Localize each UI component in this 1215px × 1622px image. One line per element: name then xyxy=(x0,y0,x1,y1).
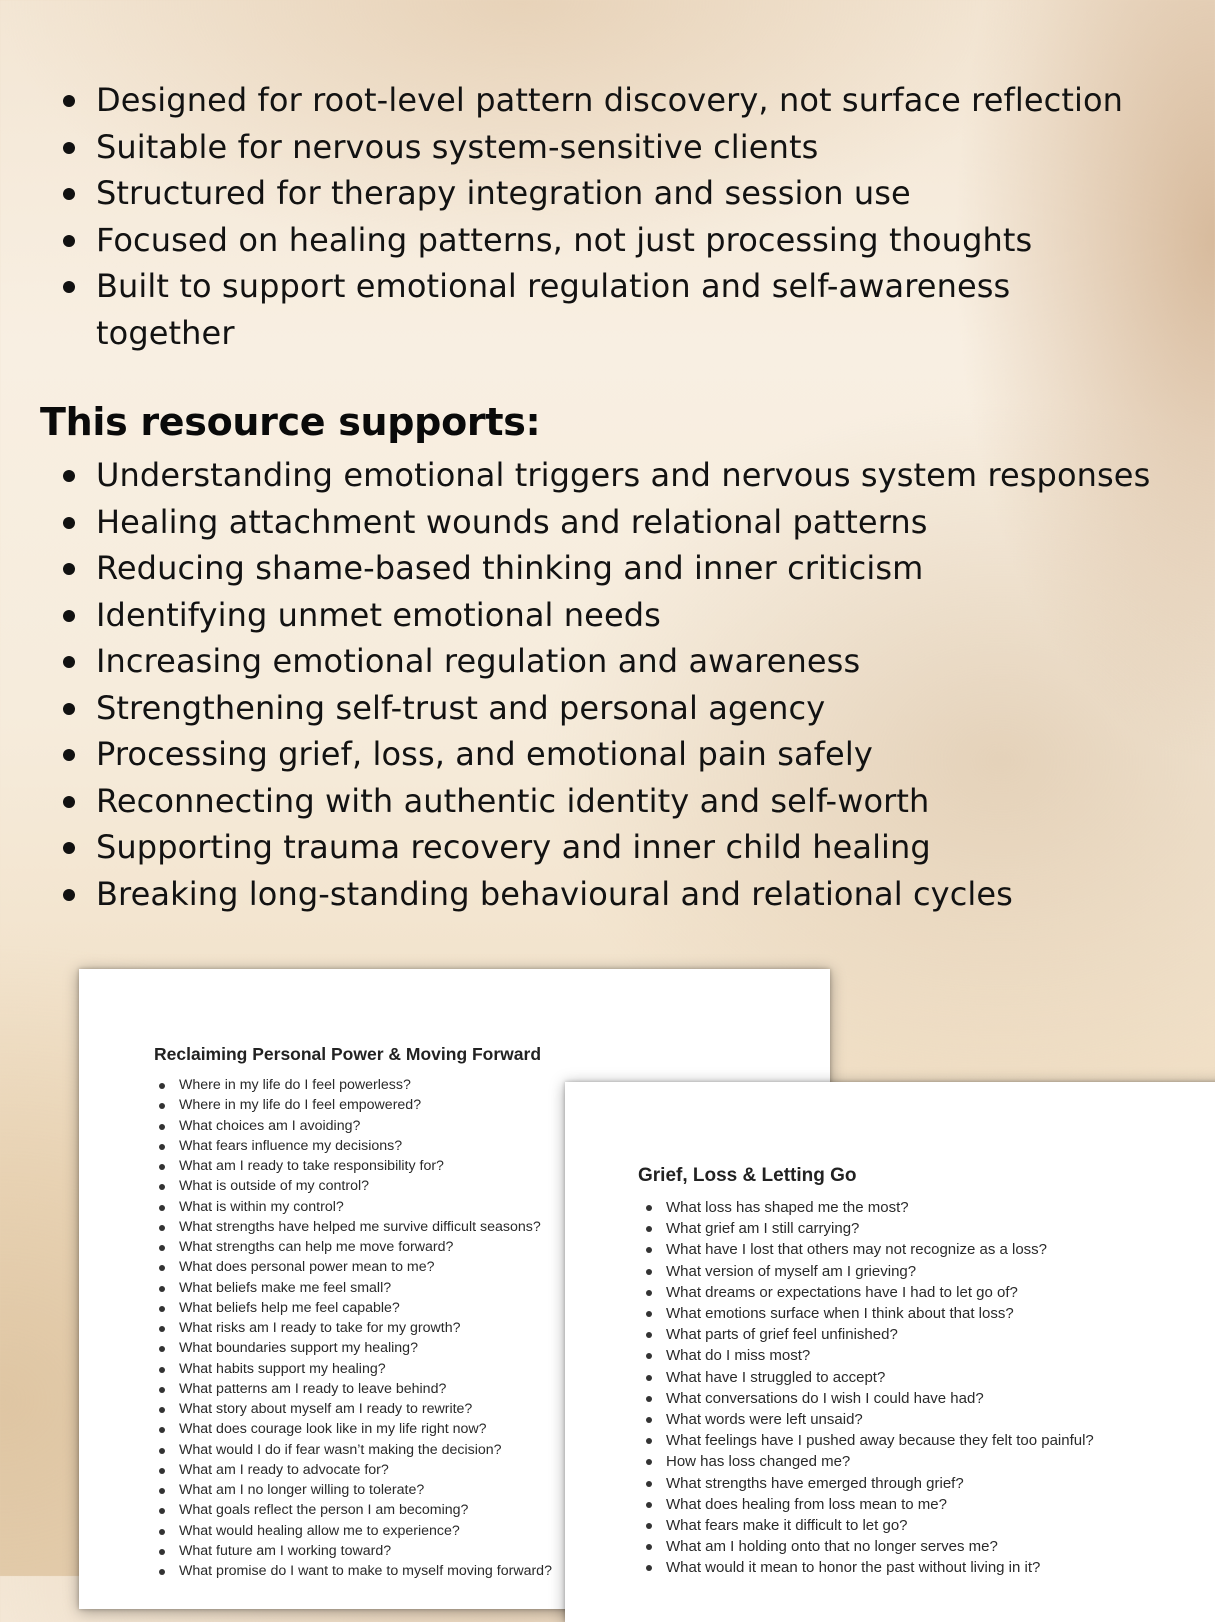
question-item xyxy=(159,1419,552,1439)
bullet-icon xyxy=(63,842,75,854)
bullet-icon xyxy=(159,1427,165,1433)
bullet-icon xyxy=(63,749,75,761)
bullet-icon xyxy=(159,1529,165,1535)
question-text: What emotions surface when I think about that loss? xyxy=(666,1305,1014,1323)
bullet-icon xyxy=(646,1205,652,1211)
question-item xyxy=(159,1500,552,1520)
question-text: What does personal power mean to me? xyxy=(179,1259,435,1276)
bullet-icon xyxy=(646,1247,652,1253)
bullet-icon xyxy=(646,1565,652,1571)
supports-text: Understanding emotional triggers and nervous system responses xyxy=(96,456,1151,494)
feature-item xyxy=(0,124,1215,171)
supports-item xyxy=(0,545,1215,592)
question-text: What does healing from loss mean to me? xyxy=(666,1495,947,1513)
supports-item xyxy=(0,824,1215,871)
feature-item xyxy=(0,170,1215,217)
supports-text: Healing attachment wounds and relational patterns xyxy=(96,502,928,541)
bullet-icon xyxy=(63,796,75,808)
question-item xyxy=(646,1430,1094,1451)
question-item xyxy=(159,1278,552,1298)
bullet-icon xyxy=(159,1265,165,1271)
question-text: What words were left unsaid? xyxy=(666,1411,863,1429)
question-item xyxy=(646,1345,1094,1366)
question-item xyxy=(646,1367,1094,1388)
question-text: What parts of grief feel unfinished? xyxy=(666,1326,898,1344)
features-list xyxy=(0,77,1215,356)
question-item xyxy=(159,1298,552,1318)
question-text: What fears make it difficult to let go? xyxy=(666,1517,908,1535)
question-item xyxy=(159,1257,552,1277)
supports-text: Breaking long-standing behavioural and relational cycles xyxy=(96,874,1013,913)
question-item xyxy=(159,1318,552,1338)
supports-list xyxy=(0,452,1215,917)
feature-text: Suitable for nervous system-sensitive clients xyxy=(96,127,819,166)
question-item xyxy=(159,1095,552,1115)
question-item xyxy=(646,1409,1094,1430)
question-text: What do I miss most? xyxy=(666,1347,811,1365)
bullet-icon xyxy=(63,889,75,901)
bullet-icon xyxy=(159,1488,165,1494)
supports-text: Reducing shame-based thinking and inner criticism xyxy=(96,549,924,587)
question-text: What patterns am I ready to leave behind? xyxy=(179,1380,447,1397)
question-item xyxy=(646,1388,1094,1409)
question-text: What strengths can help me move forward? xyxy=(179,1239,454,1255)
question-item xyxy=(159,1176,552,1196)
question-item xyxy=(646,1303,1094,1324)
bullet-icon xyxy=(159,1286,165,1292)
worksheet-page-grief-loss xyxy=(565,1082,1215,1622)
question-text: What risks am I ready to take for my growth? xyxy=(179,1320,461,1336)
bullet-icon xyxy=(63,703,75,715)
supports-text: Strengthening self-trust and personal agency xyxy=(96,688,826,727)
question-text: Where in my life do I feel empowered? xyxy=(179,1097,422,1114)
bullet-icon xyxy=(159,1083,165,1089)
question-item xyxy=(646,1261,1094,1282)
question-text: What is outside of my control? xyxy=(179,1178,370,1195)
question-text: What have I struggled to accept? xyxy=(666,1368,886,1386)
bullet-icon xyxy=(159,1508,165,1514)
bullet-icon xyxy=(63,142,75,154)
bullet-icon xyxy=(159,1225,165,1231)
question-text: What beliefs help me feel capable? xyxy=(179,1299,400,1316)
feature-item xyxy=(0,263,1056,356)
question-item xyxy=(646,1451,1094,1472)
supports-item xyxy=(0,731,1215,778)
question-list xyxy=(646,1197,1094,1579)
question-item xyxy=(159,1379,552,1399)
question-item xyxy=(159,1359,552,1379)
question-item xyxy=(646,1557,1094,1578)
bullet-icon xyxy=(159,1326,165,1332)
supports-heading: This resource supports: xyxy=(40,400,541,444)
bullet-icon xyxy=(646,1544,652,1550)
question-item xyxy=(159,1399,552,1419)
question-text: What story about myself am I ready to rewrite? xyxy=(179,1401,473,1417)
bullet-icon xyxy=(646,1459,652,1465)
bullet-icon xyxy=(159,1367,165,1373)
question-text: What am I no longer willing to tolerate? xyxy=(179,1482,425,1498)
question-text: What habits support my healing? xyxy=(179,1360,386,1377)
feature-text: Focused on healing patterns, not just processing thoughts xyxy=(96,220,1033,259)
bullet-icon xyxy=(646,1353,652,1359)
question-item xyxy=(159,1237,552,1257)
question-item xyxy=(159,1460,552,1480)
bullet-icon xyxy=(646,1290,652,1296)
question-text: What boundaries support my healing? xyxy=(179,1340,418,1357)
question-item xyxy=(159,1197,552,1217)
bullet-icon xyxy=(646,1375,652,1381)
supports-text: Increasing emotional regulation and awareness xyxy=(96,642,861,680)
question-item xyxy=(646,1197,1094,1218)
question-item xyxy=(159,1116,552,1136)
question-item xyxy=(159,1440,552,1460)
bullet-icon xyxy=(63,188,75,200)
question-text: What would healing allow me to experience? xyxy=(179,1522,460,1539)
supports-text: Supporting trauma recovery and inner child healing xyxy=(96,828,931,866)
question-item xyxy=(646,1536,1094,1557)
question-item xyxy=(646,1515,1094,1536)
supports-item xyxy=(0,452,1215,499)
question-text: What loss has shaped me the most? xyxy=(666,1199,909,1216)
bullet-icon xyxy=(159,1124,165,1130)
question-item xyxy=(159,1338,552,1358)
supports-text: Identifying unmet emotional needs xyxy=(96,595,661,634)
question-text: What conversations do I wish I could have had? xyxy=(666,1389,984,1407)
bullet-icon xyxy=(159,1306,165,1312)
question-item xyxy=(646,1282,1094,1303)
bullet-icon xyxy=(159,1245,165,1251)
bullet-icon xyxy=(159,1407,165,1413)
question-text: What am I ready to take responsibility for? xyxy=(179,1158,444,1174)
bullet-icon xyxy=(159,1549,165,1555)
bullet-icon xyxy=(159,1448,165,1454)
question-text: What would I do if fear wasn’t making the decision? xyxy=(179,1441,502,1458)
supports-item xyxy=(0,778,1215,825)
question-text: What strengths have emerged through grief? xyxy=(666,1474,964,1492)
question-text: How has loss changed me? xyxy=(666,1453,851,1471)
bullet-icon xyxy=(159,1184,165,1190)
question-item xyxy=(646,1324,1094,1345)
question-item xyxy=(646,1239,1094,1260)
bullet-icon xyxy=(646,1226,652,1232)
question-text: What future am I working toward? xyxy=(179,1542,392,1559)
bullet-icon xyxy=(63,470,75,482)
question-text: Where in my life do I feel powerless? xyxy=(179,1077,411,1093)
bullet-icon xyxy=(159,1103,165,1109)
feature-item xyxy=(0,217,1215,264)
feature-text: Built to support emotional regulation and self-awareness together xyxy=(96,267,1011,352)
bullet-icon xyxy=(159,1387,165,1393)
question-item xyxy=(646,1494,1094,1515)
question-text: What strengths have helped me survive difficult seasons? xyxy=(179,1218,541,1235)
bullet-icon xyxy=(63,95,75,107)
question-item xyxy=(159,1156,552,1176)
worksheet-title: Grief, Loss & Letting Go xyxy=(638,1165,857,1186)
supports-item xyxy=(0,871,1215,918)
question-text: What am I ready to advocate for? xyxy=(179,1461,389,1478)
bullet-icon xyxy=(159,1346,165,1352)
question-item xyxy=(159,1136,552,1156)
bullet-icon xyxy=(646,1523,652,1529)
supports-item xyxy=(0,638,1215,685)
question-item xyxy=(159,1217,552,1237)
question-list xyxy=(159,1075,552,1581)
question-text: What beliefs make me feel small? xyxy=(179,1279,392,1296)
question-item xyxy=(159,1075,552,1095)
feature-text: Designed for root-level pattern discovery, not surface reflection xyxy=(96,81,1124,119)
question-item xyxy=(646,1473,1094,1494)
bullet-icon xyxy=(63,656,75,668)
question-item xyxy=(159,1480,552,1500)
question-text: What dreams or expectations have I had to let go of? xyxy=(666,1283,1018,1301)
supports-text: Reconnecting with authentic identity and self-worth xyxy=(96,781,930,820)
question-text: What goals reflect the person I am becoming? xyxy=(179,1502,469,1519)
bullet-icon xyxy=(63,235,75,247)
question-text: What promise do I want to make to myself moving forward? xyxy=(179,1563,552,1579)
question-text: What version of myself am I grieving? xyxy=(666,1262,917,1280)
bullet-icon xyxy=(646,1417,652,1423)
bullet-icon xyxy=(159,1205,165,1211)
bullet-icon xyxy=(646,1481,652,1487)
bullet-icon xyxy=(646,1396,652,1402)
bullet-icon xyxy=(646,1332,652,1338)
question-item xyxy=(646,1218,1094,1239)
bullet-icon xyxy=(63,281,75,293)
question-item xyxy=(159,1541,552,1561)
supports-item xyxy=(0,592,1215,639)
bullet-icon xyxy=(159,1468,165,1474)
bullet-icon xyxy=(646,1502,652,1508)
question-text: What would it mean to honor the past without living in it? xyxy=(666,1559,1041,1577)
question-item xyxy=(159,1561,552,1581)
supports-item xyxy=(0,685,1215,732)
bullet-icon xyxy=(63,610,75,622)
question-text: What am I holding onto that no longer serves me? xyxy=(666,1538,998,1556)
feature-item xyxy=(0,77,1215,124)
question-text: What choices am I avoiding? xyxy=(179,1117,361,1134)
question-text: What grief am I still carrying? xyxy=(666,1220,860,1238)
bullet-icon xyxy=(159,1164,165,1170)
bullet-icon xyxy=(646,1269,652,1275)
question-text: What feelings have I pushed away because they felt too painful? xyxy=(666,1432,1094,1450)
question-text: What have I lost that others may not recognize as a loss? xyxy=(666,1241,1048,1259)
question-text: What is within my control? xyxy=(179,1198,344,1215)
supports-text: Processing grief, loss, and emotional pain safely xyxy=(96,735,873,773)
bullet-icon xyxy=(159,1144,165,1150)
supports-item xyxy=(0,499,1215,546)
question-text: What fears influence my decisions? xyxy=(179,1137,403,1154)
bullet-icon xyxy=(159,1569,165,1575)
bullet-icon xyxy=(646,1438,652,1444)
question-item xyxy=(159,1521,552,1541)
feature-text: Structured for therapy integration and session use xyxy=(96,174,911,212)
question-text: What does courage look like in my life right now? xyxy=(179,1421,487,1438)
bullet-icon xyxy=(63,563,75,575)
worksheet-title: Reclaiming Personal Power & Moving Forward xyxy=(154,1044,542,1064)
bullet-icon xyxy=(63,517,75,529)
bullet-icon xyxy=(646,1311,652,1317)
